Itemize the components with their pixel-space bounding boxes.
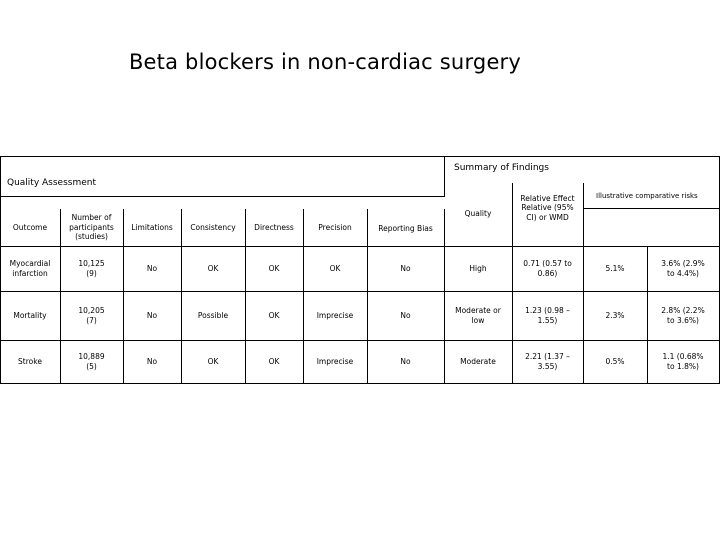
header-relative-effect: Relative Effect Relative (95% CI) or WMD: [520, 193, 575, 222]
cell-quality: Moderate or low: [455, 306, 501, 325]
summary-divider: [444, 156, 445, 196]
cell-relative-effect: 2.21 (1.37 – 3.55): [525, 352, 570, 371]
cell-participants: 10,205 (7): [78, 306, 105, 325]
header-quality: Quality: [464, 209, 492, 219]
table-bottom-line: [0, 383, 720, 384]
cell-consistency: OK: [207, 263, 219, 273]
quality-assessment-divider: [0, 196, 445, 197]
cell-outcome: Mortality: [13, 310, 47, 320]
quality-assessment-label: Quality Assessment: [7, 178, 97, 188]
cell-precision: Imprecise: [316, 310, 354, 320]
cell-outcome: Stroke: [18, 356, 42, 366]
cell-limitations: No: [146, 356, 158, 366]
cell-directness: OK: [268, 263, 280, 273]
cell-participants: 10,125 (9): [78, 259, 105, 278]
header-directness: Directness: [254, 222, 294, 232]
header-outcome: Outcome: [12, 222, 48, 232]
cell-risk-intervention: 1.1 (0.68% to 1.8%): [662, 352, 704, 371]
page-title: Beta blockers in non-cardiac surgery: [128, 50, 522, 74]
illustrative-risks-label: Illustrative comparative risks: [596, 192, 698, 200]
cell-reporting-bias: No: [400, 263, 411, 273]
header-consistency: Consistency: [190, 222, 236, 232]
cell-precision: Imprecise: [316, 356, 354, 366]
irr-underline: [583, 208, 720, 209]
cell-quality: Moderate: [460, 356, 496, 366]
summary-top-line: [0, 156, 720, 157]
header-reporting-bias: Reporting Bias: [378, 223, 433, 233]
header-limitations: Limitations: [131, 222, 173, 232]
cell-relative-effect: 0.71 (0.57 to 0.86): [523, 259, 572, 278]
cell-quality: High: [469, 263, 487, 273]
cell-risk-control: 0.5%: [605, 356, 625, 366]
cell-consistency: OK: [207, 356, 219, 366]
cell-participants: 10,889 (5): [78, 352, 105, 371]
header-precision: Precision: [318, 222, 352, 232]
cell-directness: OK: [268, 310, 280, 320]
cell-risk-control: 5.1%: [605, 263, 625, 273]
cell-reporting-bias: No: [400, 356, 411, 366]
cell-risk-control: 2.3%: [605, 310, 625, 320]
cell-risk-intervention: 3.6% (2.9% to 4.4%): [661, 259, 705, 278]
cell-precision: OK: [329, 263, 341, 273]
cell-consistency: Possible: [197, 310, 229, 320]
cell-limitations: No: [146, 263, 158, 273]
cell-outcome: Myocardial infarction: [9, 259, 51, 278]
cell-limitations: No: [146, 310, 158, 320]
header-participants: Number of participants (studies): [69, 213, 114, 242]
summary-of-findings-label: Summary of Findings: [454, 163, 549, 173]
cell-relative-effect: 1.23 (0.98 – 1.55): [525, 306, 570, 325]
cell-reporting-bias: No: [400, 310, 411, 320]
cell-directness: OK: [268, 356, 280, 366]
cell-risk-intervention: 2.8% (2.2% to 3.6%): [661, 306, 705, 325]
